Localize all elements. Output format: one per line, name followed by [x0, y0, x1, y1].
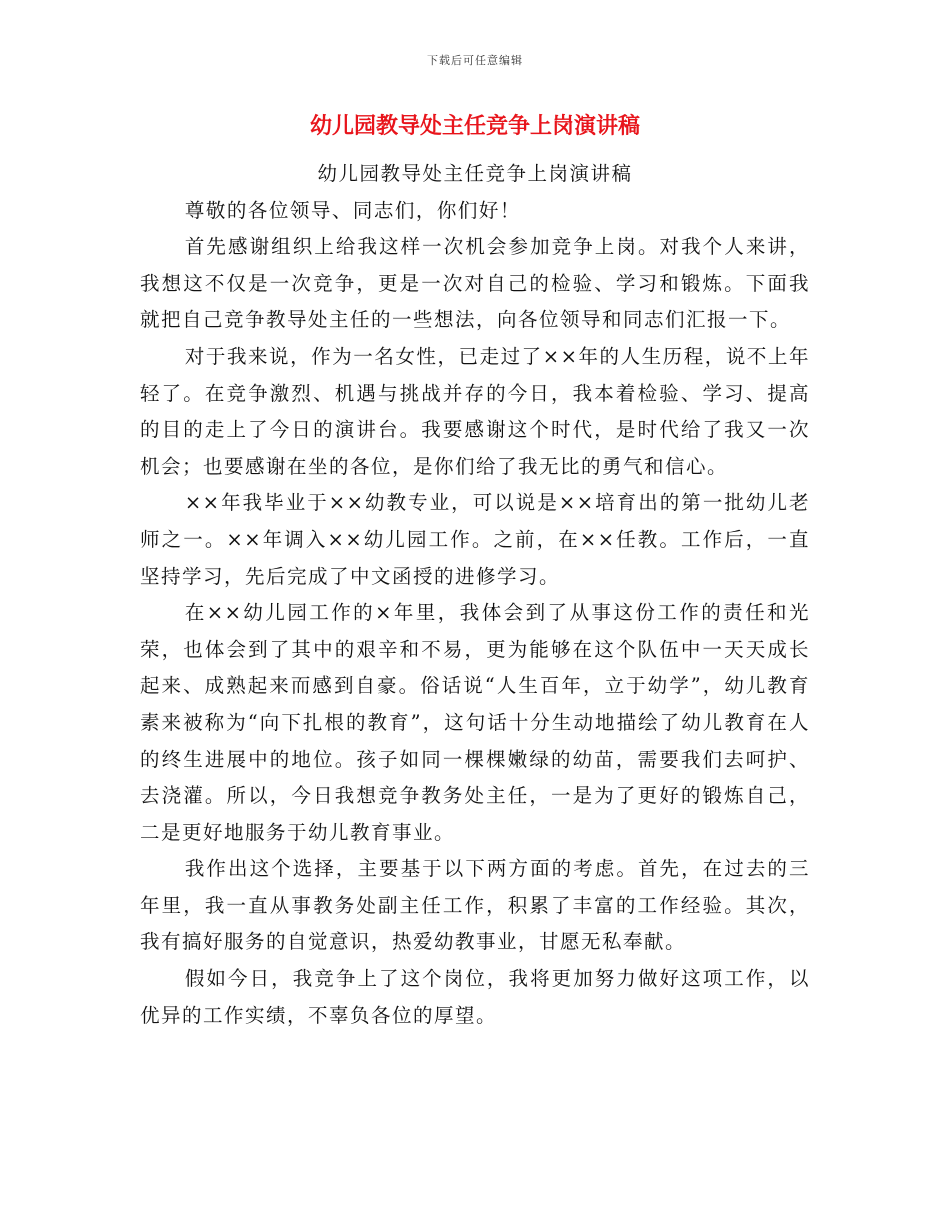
salutation-paragraph: 尊敬的各位领导、同志们，你们好！ — [184, 198, 521, 222]
header-note: 下载后可任意编辑 — [427, 54, 523, 67]
body-paragraph: 首先感谢组织上给我这样一次机会参加竞争上岗。对我个人来讲，我想这不仅是一次竞争，更是一次对自己的检验、学习和锻炼。下面我就把自己竞争教导处主任的一些想法，向各位领导和同志们汇报一下。 — [140, 235, 810, 332]
document-subtitle: 幼儿园教导处主任竞争上岗演讲稿 — [317, 162, 633, 185]
body-paragraph: 对于我来说，作为一名女性，已走过了××年的人生历程，说不上年轻了。在竞争激烈、机遇与挑战并存的今日，我本着检验、学习、提高的目的走上了今日的演讲台。我要感谢这个时代，是时代给了我又一次机会；也要感谢在坐的各位，是你们给了我无比的勇气和信心。 — [140, 344, 810, 478]
document-title: 幼儿园教导处主任竞争上岗演讲稿 — [309, 114, 640, 139]
body-paragraph: 在××幼儿园工作的×年里，我体会到了从事这份工作的责任和光荣，也体会到了其中的艰辛和不易，更为能够在这个队伍中一天天成长起来、成熟起来而感到自豪。俗话说“人生百年，立于幼学”，幼儿教育素来被称为“向下扎根的教育”，这句话十分生动地描绘了幼儿教育在人的终生进展中的地位。孩子如同一棵棵嫩绿的幼苗，需要我们去呵护、去浇灌。所以，今日我想竞争教务处主任，一是为了更好的锻炼自己，二是更好地服务于幼儿教育事业。 — [140, 601, 810, 844]
body-paragraph: 我作出这个选择，主要基于以下两方面的考虑。首先，在过去的三年里，我一直从事教务处副主任工作，积累了丰富的工作经验。其次，我有搞好服务的自觉意识，热爱幼教事业，甘愿无私奉献。 — [140, 857, 810, 954]
body-paragraph: ××年我毕业于××幼教专业，可以说是××培育出的第一批幼儿老师之一。××年调入××幼儿园工作。之前，在××任教。工作后，一直坚持学习，先后完成了中文函授的进修学习。 — [140, 491, 810, 588]
closing-paragraph: 假如今日，我竞争上了这个岗位，我将更加努力做好这项工作，以优异的工作实绩，不辜负各位的厚望。 — [140, 967, 810, 1027]
document-body — [140, 156, 810, 1034]
